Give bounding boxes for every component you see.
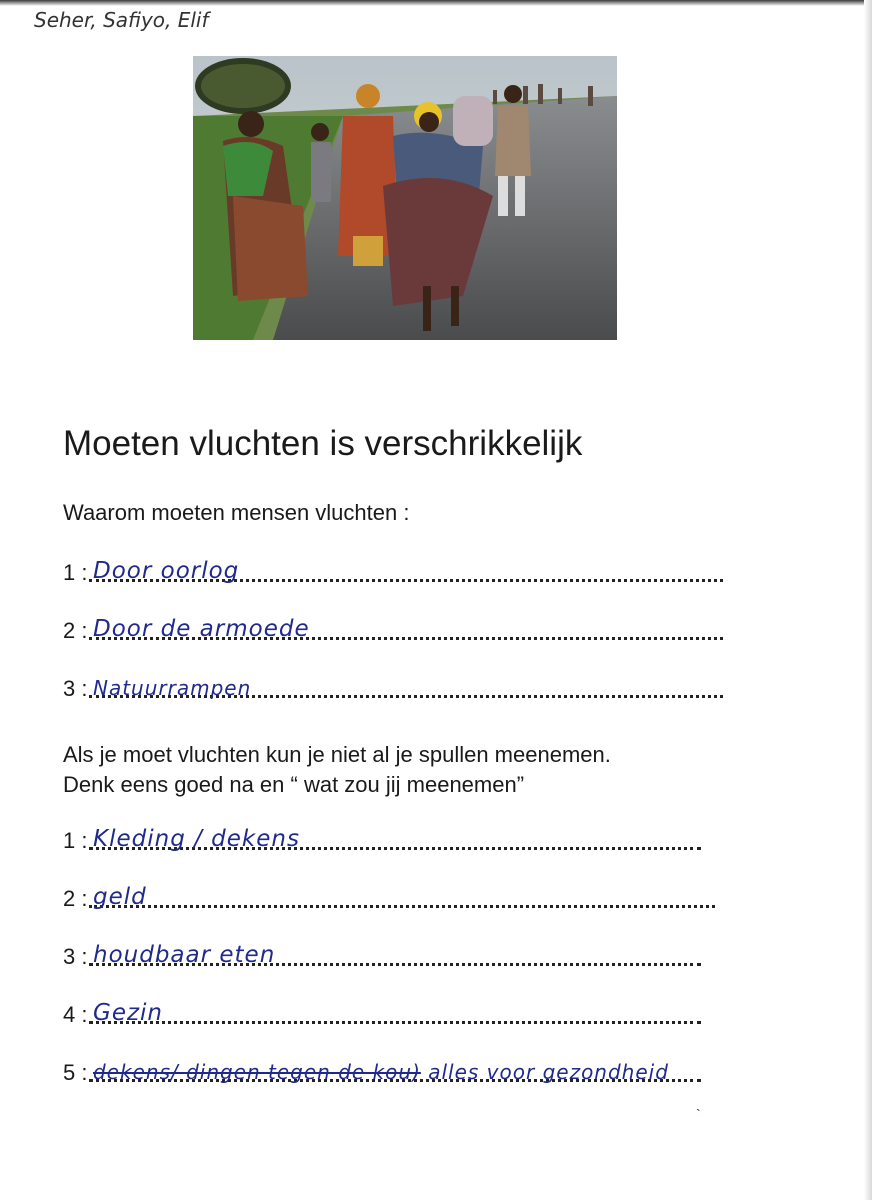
reason-answer-2: Door de armoede <box>93 616 310 642</box>
reason-answer-3: Natuurrampen <box>93 676 252 700</box>
dotted-line <box>89 1021 701 1024</box>
item-number-2: 2 : <box>63 886 88 911</box>
page-title: Moeten vluchten is verschrikkelijk <box>63 424 583 463</box>
reason-number-3: 3 : <box>63 676 88 701</box>
item-answer-5-crossed-out: dekens/ dingen tegen de kou) <box>93 1060 421 1084</box>
scan-edge-right <box>864 0 872 1200</box>
item-row-1[interactable] <box>63 814 723 854</box>
student-names: Seher, Safiyo, Elif <box>34 8 209 32</box>
scan-edge <box>0 0 872 6</box>
item-answer-1: Kleding / dekens <box>93 826 300 852</box>
reason-row-1[interactable] <box>63 546 743 586</box>
item-answer-3: houdbaar eten <box>93 942 276 968</box>
item-number-1: 1 : <box>63 828 88 853</box>
item-row-4[interactable] <box>63 988 723 1028</box>
item-answer-4: Gezin <box>93 1000 164 1026</box>
question-why-flee: Waarom moeten mensen vluchten : <box>63 500 410 525</box>
item-row-2[interactable] <box>63 872 723 912</box>
item-answer-2: geld <box>93 884 147 910</box>
refugees-walking-photo-icon <box>193 56 617 340</box>
reason-row-2[interactable] <box>63 604 743 644</box>
item-row-3[interactable] <box>63 930 723 970</box>
item-row-5[interactable] <box>63 1046 843 1086</box>
reason-row-3[interactable] <box>63 662 743 702</box>
item-answer-5-text: alles voor gezondheid <box>428 1060 669 1084</box>
item-number-3: 3 : <box>63 944 88 969</box>
question-what-take-line-1: Als je moet vluchten kun je niet al je spullen meenemen. <box>63 742 611 767</box>
pen-mark: ` <box>696 1106 701 1122</box>
reason-number-2: 2 : <box>63 618 88 643</box>
question-what-take-line-2: Denk eens goed na en “ wat zou jij meenemen” <box>63 772 525 797</box>
item-number-5: 5 : <box>63 1060 88 1085</box>
reason-number-1: 1 : <box>63 560 88 585</box>
reason-answer-1: Door oorlog <box>93 558 240 584</box>
refugees-photo <box>193 56 617 340</box>
item-answer-5 <box>93 1060 669 1084</box>
dotted-line <box>89 905 715 908</box>
item-number-4: 4 : <box>63 1002 88 1027</box>
